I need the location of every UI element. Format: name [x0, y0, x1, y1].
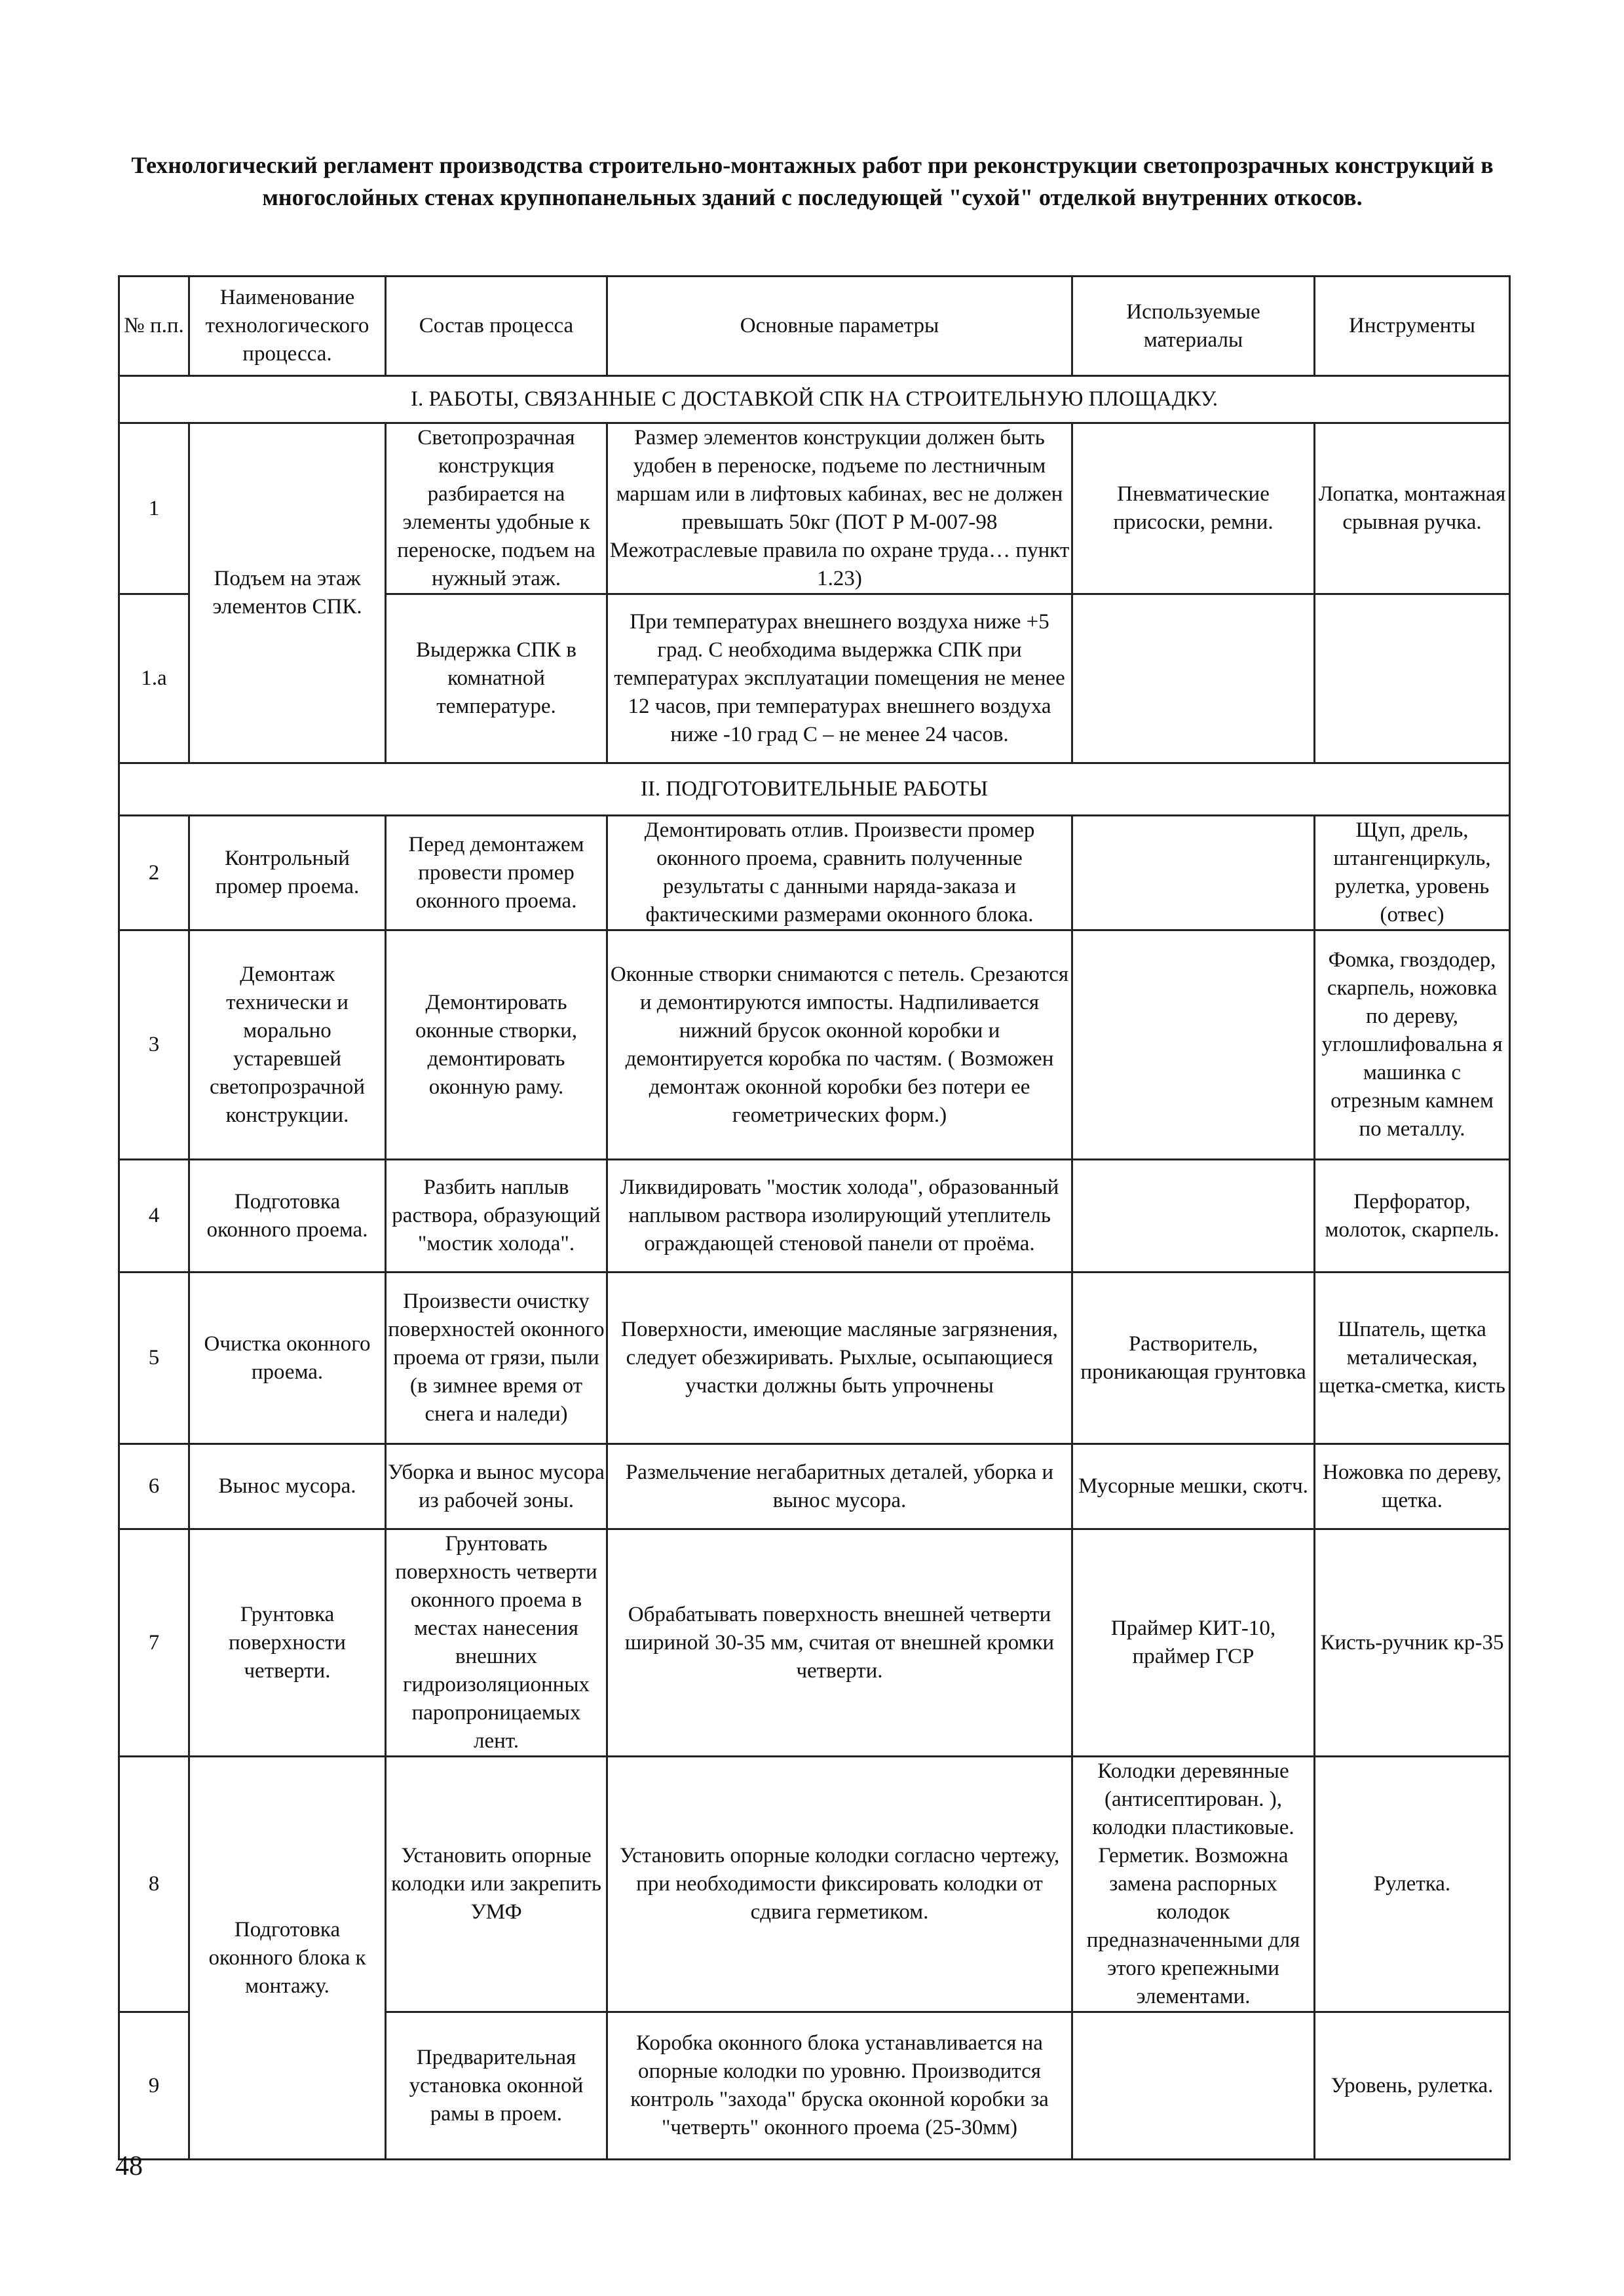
- row-composition: Предварительная установка оконной рамы в проем.: [386, 2012, 607, 2160]
- row-name: Подготовка оконного блока к монтажу.: [189, 1757, 386, 2160]
- table-row: [119, 1272, 1510, 1444]
- row-materials: Мусорные мешки, скотч.: [1072, 1444, 1315, 1529]
- row-params: Поверхности, имеющие масляные загрязнения, следует обезжиривать. Рыхлые, осыпающиеся участки должны быть упрочнены: [607, 1272, 1072, 1444]
- header-tools: Инструменты: [1315, 277, 1510, 376]
- row-tools: Рулетка.: [1315, 1757, 1510, 2012]
- row-num: 1.а: [119, 594, 189, 763]
- row-materials: Растворитель, проникающая грунтовка: [1072, 1272, 1315, 1444]
- section-title-1: I. РАБОТЫ, СВЯЗАННЫЕ С ДОСТАВКОЙ СПК НА СТРОИТЕЛЬНУЮ ПЛОЩАДКУ.: [119, 376, 1510, 423]
- table-row: [119, 1529, 1510, 1757]
- table-row: [119, 816, 1510, 930]
- row-tools: Уровень, рулетка.: [1315, 2012, 1510, 2160]
- header-num: № п.п.: [119, 277, 189, 376]
- row-params: Установить опорные колодки согласно чертежу, при необходимости фиксировать колодки от сдвига герметиком.: [607, 1757, 1072, 2012]
- row-composition: Светопрозрачная конструкция разбирается на элементы удобные к переноске, подъем на нужный этаж.: [386, 423, 607, 594]
- row-params: Оконные створки снимаются с петель. Срезаются и демонтируются импосты. Надпиливается нижний брусок оконной коробки и демонтируется коробка по частям. ( Возможен демонтаж оконной коробки без потери ее геометрических форм.): [607, 930, 1072, 1160]
- row-params: При температурах внешнего воздуха ниже +5 град. С необходима выдержка СПК при температурах эксплуатации помещения не менее 12 часов, при температурах внешнего воздуха ниже -10 град С – не менее 24 часов.: [607, 594, 1072, 763]
- row-num: 4: [119, 1160, 189, 1272]
- header-params: Основные параметры: [607, 277, 1072, 376]
- row-tools: Шпатель, щетка металическая, щетка-сметка, кисть: [1315, 1272, 1510, 1444]
- row-num: 9: [119, 2012, 189, 2160]
- header-name: Наименование технологического процесса.: [189, 277, 386, 376]
- row-tools: Фомка, гвоздодер, скарпель, ножовка по дереву, углошлифовальна я машинка с отрезным камнем по металлу.: [1315, 930, 1510, 1160]
- row-name: Демонтаж технически и морально устаревшей светопрозрачной конструкции.: [189, 930, 386, 1160]
- row-composition: Демонтировать оконные створки, демонтировать оконную раму.: [386, 930, 607, 1160]
- row-materials: [1072, 816, 1315, 930]
- page-number: 48: [115, 2151, 143, 2181]
- row-materials: [1072, 594, 1315, 763]
- row-num: 6: [119, 1444, 189, 1529]
- document-title: Технологический регламент производства строительно-монтажных работ при реконструкции светопрозрачных конструкций в многослойных стенах крупнопанельных зданий с последующей "сухой" отделкой внутренних откосов.: [131, 152, 1494, 210]
- row-params: Размельчение негабаритных деталей, уборка и вынос мусора.: [607, 1444, 1072, 1529]
- row-params: Ликвидировать "мостик холода", образованный наплывом раствора изолирующий утеплитель ограждающей стеновой панели от проёма.: [607, 1160, 1072, 1272]
- row-params: Размер элементов конструкции должен быть удобен в переноске, подъеме по лестничным маршам или в лифтовых кабинах, вес не должен превышать 50кг (ПОТ Р М-007-98 Межотраслевые правила по охране труда… пункт 1.23): [607, 423, 1072, 594]
- table-row: [119, 1757, 1510, 2012]
- row-materials: [1072, 2012, 1315, 2160]
- table-header-row: [119, 277, 1510, 376]
- header-composition: Состав процесса: [386, 277, 607, 376]
- row-composition: Произвести очистку поверхностей оконного проема от грязи, пыли (в зимнее время от снега и наледи): [386, 1272, 607, 1444]
- row-materials: [1072, 930, 1315, 1160]
- row-num: 2: [119, 816, 189, 930]
- row-tools: Лопатка, монтажная срывная ручка.: [1315, 423, 1510, 594]
- row-materials: Праймер КИТ-10, праймер ГСР: [1072, 1529, 1315, 1757]
- row-tools: Кисть-ручник кр-35: [1315, 1529, 1510, 1757]
- row-num: 5: [119, 1272, 189, 1444]
- row-num: 8: [119, 1757, 189, 2012]
- row-composition: Грунтовать поверхность четверти оконного проема в местах нанесения внешних гидроизоляционных паропроницаемых лент.: [386, 1529, 607, 1757]
- row-tools: Перфоратор, молоток, скарпель.: [1315, 1160, 1510, 1272]
- row-name: Подъем на этаж элементов СПК.: [189, 423, 386, 763]
- row-num: 1: [119, 423, 189, 594]
- row-materials: [1072, 1160, 1315, 1272]
- row-name: Вынос мусора.: [189, 1444, 386, 1529]
- table-row: [119, 1444, 1510, 1529]
- row-params: Демонтировать отлив. Произвести промер оконного проема, сравнить полученные результаты с данными наряда-заказа и фактическими размерами оконного блока.: [607, 816, 1072, 930]
- row-num: 7: [119, 1529, 189, 1757]
- section-title-2: II. ПОДГОТОВИТЕЛЬНЫЕ РАБОТЫ: [119, 763, 1510, 816]
- row-name: Очистка оконного проема.: [189, 1272, 386, 1444]
- row-name: Подготовка оконного проема.: [189, 1160, 386, 1272]
- header-materials: Используемые материалы: [1072, 277, 1315, 376]
- regulation-table: [118, 275, 1511, 2160]
- table-row: [119, 1160, 1510, 1272]
- row-composition: Разбить наплыв раствора, образующий "мостик холода".: [386, 1160, 607, 1272]
- row-tools: Щуп, дрель, штангенциркуль, рулетка, уровень (отвес): [1315, 816, 1510, 930]
- section-row: [119, 376, 1510, 423]
- table-row: [119, 423, 1510, 594]
- row-name: Контрольный промер проема.: [189, 816, 386, 930]
- table-row: [119, 930, 1510, 1160]
- row-tools: [1315, 594, 1510, 763]
- row-num: 3: [119, 930, 189, 1160]
- row-params: Коробка оконного блока устанавливается на опорные колодки по уровню. Производится контроль "захода" бруска оконной коробки за "четверть" оконного проема (25-30мм): [607, 2012, 1072, 2160]
- row-composition: Уборка и вынос мусора из рабочей зоны.: [386, 1444, 607, 1529]
- row-materials: Пневматические присоски, ремни.: [1072, 423, 1315, 594]
- row-tools: Ножовка по дереву, щетка.: [1315, 1444, 1510, 1529]
- row-name: Грунтовка поверхности четверти.: [189, 1529, 386, 1757]
- row-composition: Выдержка СПК в комнатной температуре.: [386, 594, 607, 763]
- row-params: Обрабатывать поверхность внешней четверти шириной 30-35 мм, считая от внешней кромки четверти.: [607, 1529, 1072, 1757]
- row-composition: Установить опорные колодки или закрепить УМФ: [386, 1757, 607, 2012]
- row-composition: Перед демонтажем провести промер оконного проема.: [386, 816, 607, 930]
- section-row: [119, 763, 1510, 816]
- row-materials: Колодки деревянные (антисептирован. ), колодки пластиковые. Герметик. Возможна замена распорных колодок предназначенными для этого крепежными элементами.: [1072, 1757, 1315, 2012]
